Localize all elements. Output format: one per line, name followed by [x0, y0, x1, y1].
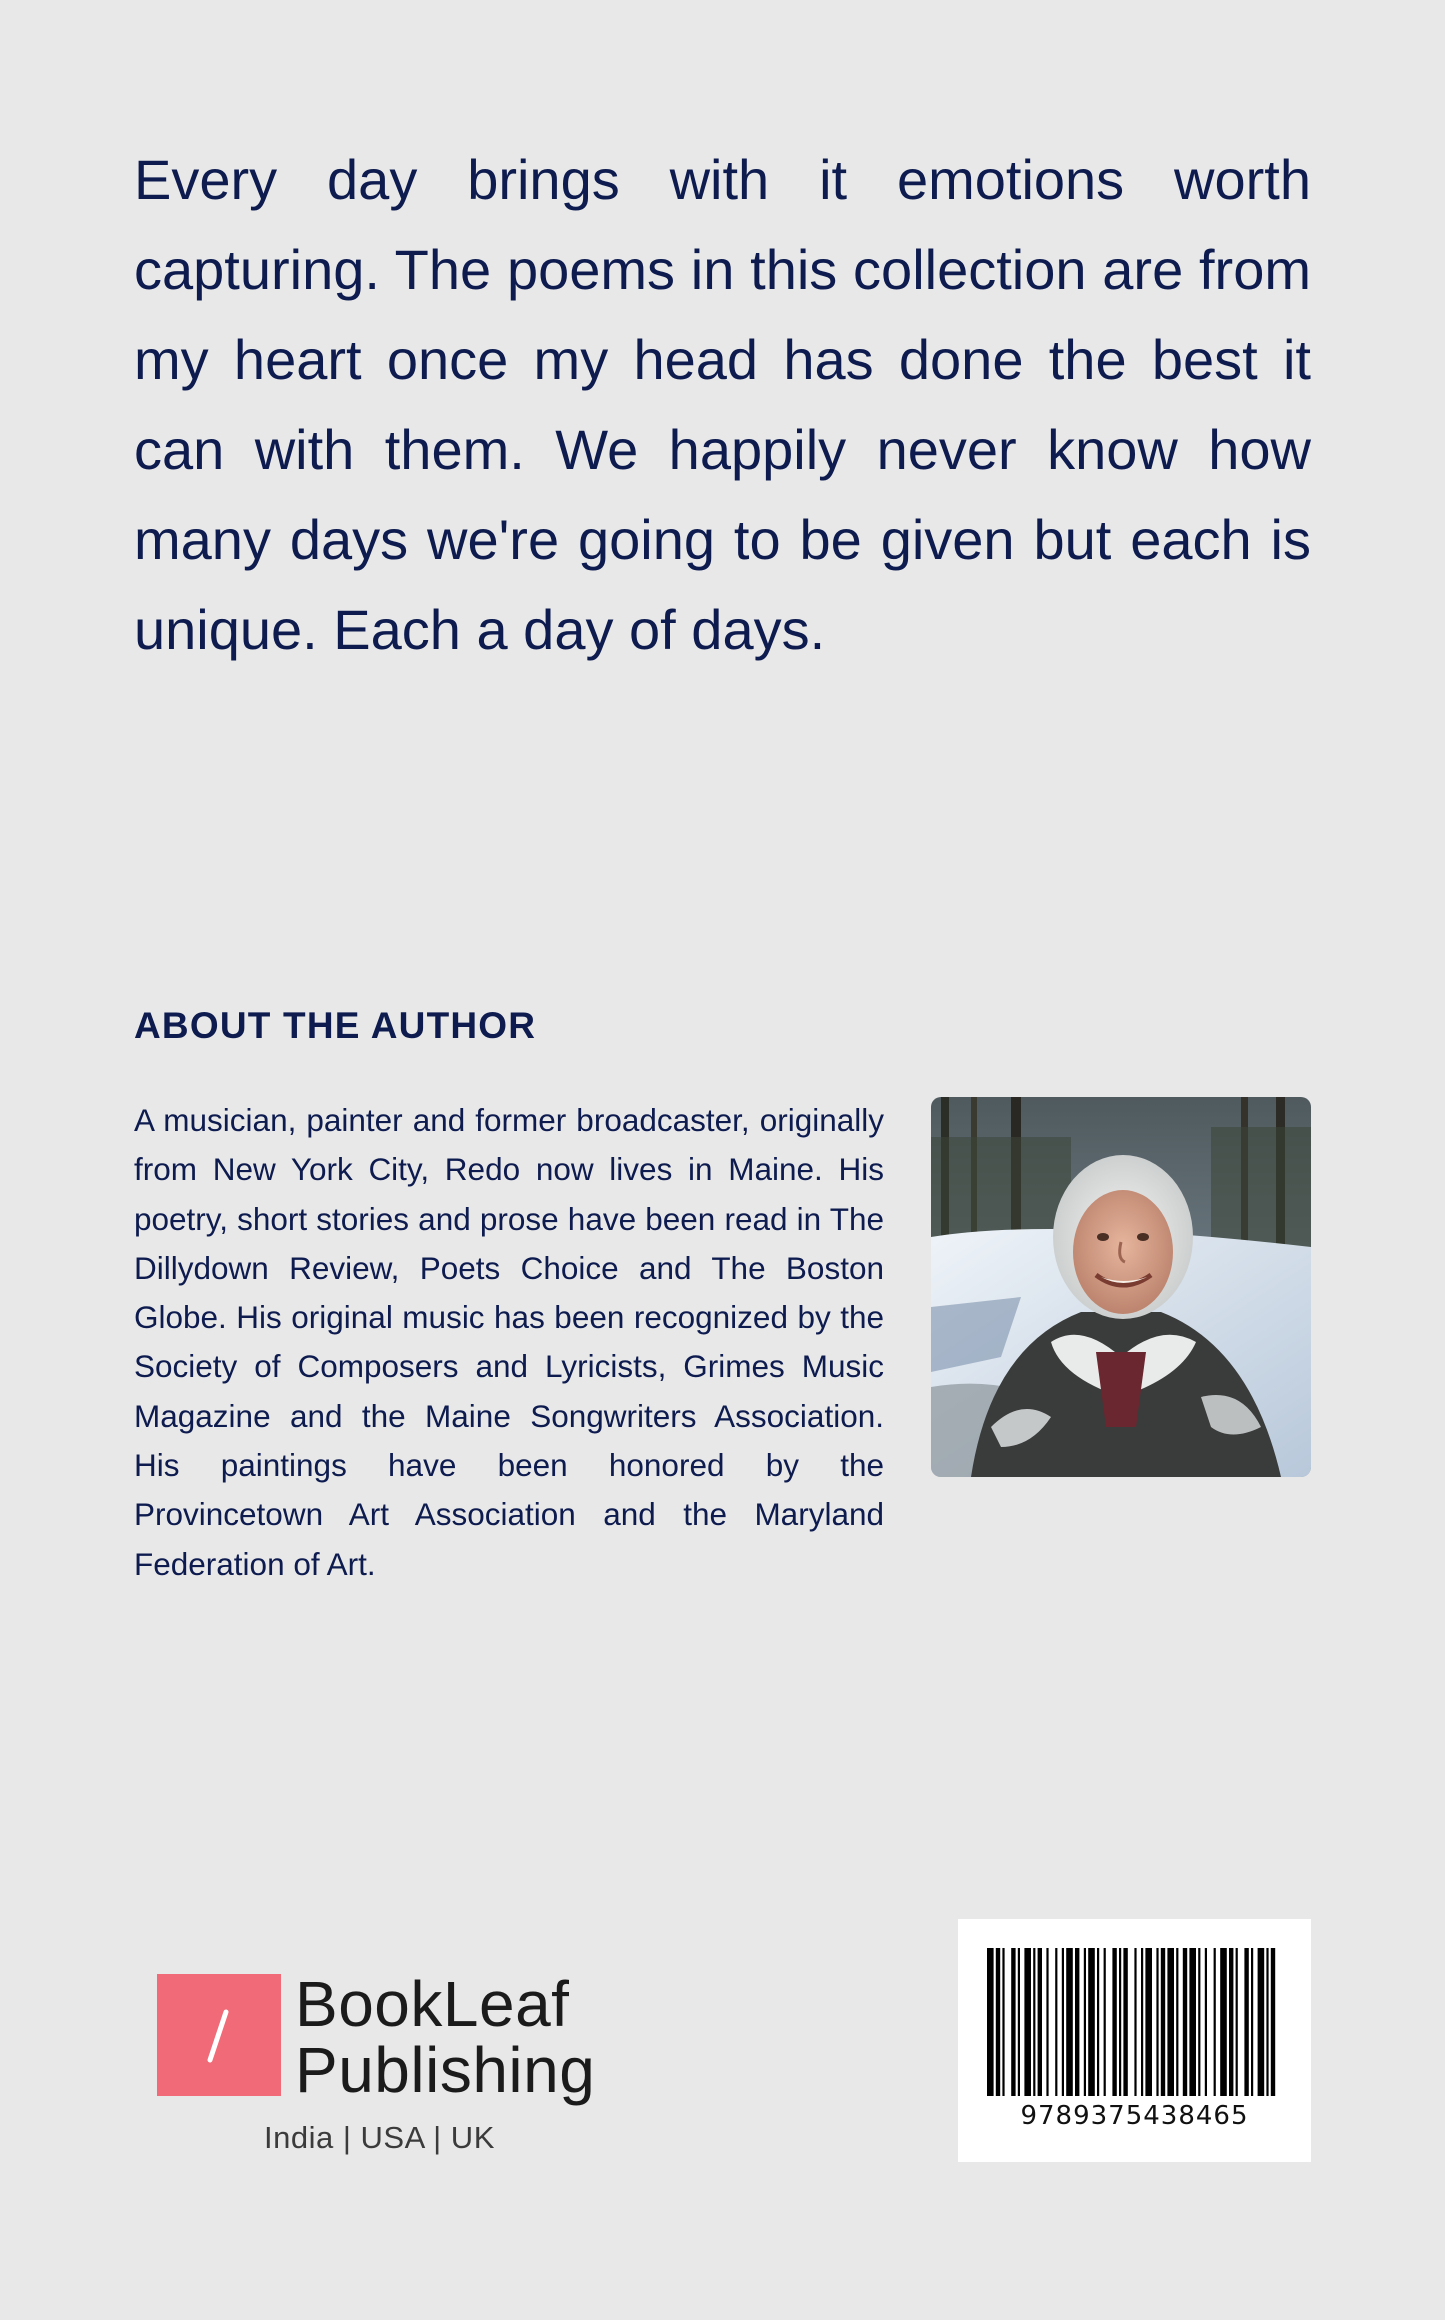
slash-logo-icon	[157, 1974, 281, 2096]
back-cover-blurb: Every day brings with it emotions worth capturing. The poems in this collection are from my heart once my head has done the best it can with them. We happily never know how many days we're going to be given but each is unique. Each a day of days.	[134, 148, 1311, 661]
barcode-bar	[1189, 1948, 1196, 2096]
about-author-heading: ABOUT THE AUTHOR	[134, 1005, 537, 1046]
barcode-bar	[1176, 1948, 1178, 2096]
barcode-bar	[1167, 1948, 1174, 2096]
barcode-bar	[1075, 1948, 1079, 2096]
author-bio: A musician, painter and former broadcaster, originally from New York City, Redo now lives in Maine. His poetry, short stories and prose have been read in The Dillydown Review, Poets Choice and The Boston Globe. His original music has been recognized by the Society of Composers and Lyricists, Grimes Music Magazine and the Maine Songwriters Association. His paintings have been honored by the Provincetown Art Association and the Maryland Federation of Art.	[134, 1102, 884, 1582]
barcode-bar	[1112, 1948, 1116, 2096]
publisher-name-line2: Publishing	[295, 2034, 596, 2106]
barcode-bar	[1205, 1948, 1207, 2096]
barcode-bar	[1002, 1948, 1004, 2096]
barcode-bar	[1156, 1948, 1158, 2096]
barcode-bar	[1055, 1948, 1057, 2096]
barcode-bar	[1145, 1948, 1152, 2096]
isbn-barcode	[958, 1919, 1311, 2162]
barcode-bar	[1024, 1948, 1031, 2096]
barcode-bar	[1038, 1948, 1042, 2096]
barcode-bar	[1123, 1948, 1127, 2096]
barcode-bar	[1258, 1948, 1265, 2096]
barcode-bar	[1119, 1948, 1121, 2096]
barcode-bar	[1097, 1948, 1099, 2096]
barcode-bar	[996, 1948, 1000, 2096]
barcode-bar	[1104, 1948, 1106, 2096]
barcode-bar	[1229, 1948, 1233, 2096]
publisher-regions: India | USA | UK	[264, 2120, 495, 2155]
barcode-bar	[1018, 1948, 1020, 2096]
barcode-bar	[1084, 1948, 1086, 2096]
barcode-bar	[1088, 1948, 1095, 2096]
barcode-bars-icon	[987, 1948, 1282, 2096]
bookleaf-publishing-logo	[157, 1968, 617, 2172]
isbn-number: 9789375438465	[1020, 2101, 1249, 2131]
author-photo	[931, 1097, 1311, 1477]
barcode-bar	[1220, 1948, 1227, 2096]
publisher-name-line1: BookLeaf	[295, 1968, 570, 2040]
barcode-bar	[1066, 1948, 1073, 2096]
barcode-bar	[1141, 1948, 1143, 2096]
barcode-bar	[1266, 1948, 1268, 2096]
barcode-bar	[1011, 1948, 1015, 2096]
barcode-bar	[1134, 1948, 1136, 2096]
barcode-bar	[1033, 1948, 1035, 2096]
barcode-bar	[987, 1948, 994, 2096]
barcode-bar	[1244, 1948, 1248, 2096]
barcode-bar	[1062, 1948, 1064, 2096]
barcode-bar	[1214, 1948, 1216, 2096]
barcode-bar	[1198, 1948, 1200, 2096]
barcode-bar	[1271, 1948, 1275, 2096]
barcode-bar	[1046, 1948, 1048, 2096]
barcode-bar	[1161, 1948, 1165, 2096]
barcode-bar	[1251, 1948, 1253, 2096]
barcode-bar	[1183, 1948, 1187, 2096]
barcode-bar	[1236, 1948, 1238, 2096]
